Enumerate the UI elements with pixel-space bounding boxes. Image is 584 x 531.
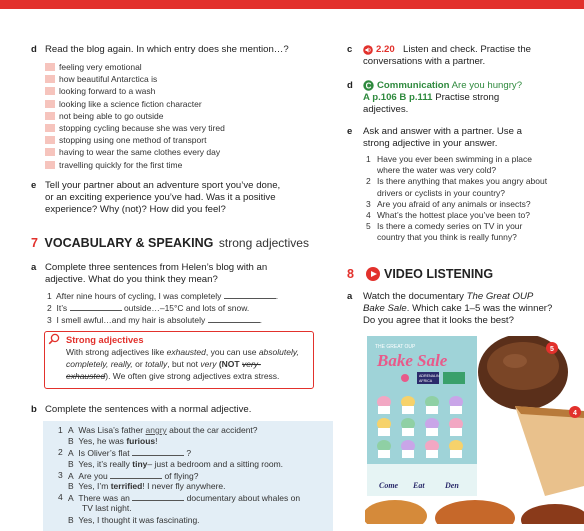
- bake-sale-photo: [365, 336, 584, 524]
- cupcake-base: [378, 406, 390, 414]
- poster-word-1: Come: [379, 481, 399, 490]
- checkbox[interactable]: [45, 63, 55, 71]
- box-text: or: [135, 359, 143, 369]
- cupcake-base: [450, 450, 462, 458]
- dialogue-number: [58, 447, 63, 458]
- checkbox[interactable]: [45, 75, 55, 83]
- exercise-c-label: c: [347, 44, 353, 55]
- poster-word-2: Eat: [413, 481, 425, 490]
- communication-subtitle: Are you hungry?: [451, 80, 523, 91]
- dialogue-line-a: [68, 492, 300, 504]
- cupcake-base: [378, 428, 390, 436]
- box-text: With strong adjectives like: [66, 347, 165, 357]
- box-text: , you can use: [205, 347, 257, 357]
- line-a-text: Was Lisa’s father: [78, 425, 144, 435]
- dialogue-number: 4: [58, 492, 63, 503]
- section-7-heading: [31, 236, 309, 252]
- box-example: totally: [145, 359, 168, 369]
- svg-text:C: C: [365, 81, 372, 91]
- question-number: 3: [366, 198, 371, 209]
- question-line: drivers or cyclists in your country?: [377, 187, 506, 198]
- line-a-end: about the car accident?: [169, 425, 258, 435]
- exercise-7b-label: b: [31, 404, 37, 415]
- exercise-d-question: Read the blog again. In which entry does she mention…?: [45, 44, 289, 55]
- exercise-7a-line-1: Complete three sentences from Helen’s blog with an: [45, 262, 268, 273]
- documentary-title: The Great OUP: [466, 291, 534, 302]
- dialogue-number: 1: [58, 425, 63, 435]
- question-line: Is there a comedy series on TV in your: [377, 221, 523, 232]
- exercise-8a-line-1: [363, 291, 533, 303]
- checklist-item-label: travelling quickly for the first time: [59, 159, 183, 170]
- line-b-text: Yes, I’m: [78, 481, 109, 491]
- sentence-end: .: [259, 315, 263, 325]
- page-reference[interactable]: A p.106 B p.111: [363, 92, 433, 103]
- top-color-bar: [0, 0, 584, 9]
- question-number: 4: [366, 210, 371, 220]
- section-7-subtitle: strong adjectives: [218, 236, 309, 250]
- example-answer: angry: [145, 425, 167, 435]
- question-line: Is there anything that makes you angry about: [377, 176, 548, 187]
- box-not: (NOT: [218, 359, 240, 369]
- question-number: 1: [366, 154, 371, 164]
- exercise-d-label: d: [31, 44, 37, 55]
- speaker-b: B: [68, 481, 74, 491]
- exercise-e-right-line-2: strong adjective in your answer.: [363, 138, 498, 149]
- section-8-title: VIDEO LISTENING: [384, 267, 494, 281]
- dialogue-line-b: [68, 481, 226, 492]
- exercise-c-line-1: Listen and check. Practise the: [403, 44, 531, 55]
- box-example: completely, really,: [66, 359, 133, 369]
- text: Watch the documentary: [363, 291, 464, 302]
- box-example: very: [200, 359, 217, 369]
- box-line-2: [66, 359, 261, 370]
- exercise-8a-line-2: [363, 303, 552, 315]
- exercise-e-line-2: or an exciting experience you’ve had. Was it a positive: [45, 192, 276, 203]
- box-line-3: [66, 371, 279, 382]
- question-line: Have you ever been swimming in a place: [377, 154, 532, 164]
- sentence-2: [47, 302, 249, 314]
- checklist-item-label: looking like a science fiction character: [59, 98, 202, 109]
- speaker-a: A: [68, 493, 74, 504]
- box-example: exhausted: [66, 371, 106, 381]
- poster-word-3: Den: [445, 481, 459, 490]
- communication-icon: [363, 80, 374, 91]
- sentence-number: 1: [47, 291, 52, 301]
- box-example: very-: [241, 359, 261, 369]
- checkbox[interactable]: [45, 136, 55, 144]
- checkbox[interactable]: [45, 161, 55, 169]
- checkbox[interactable]: [45, 112, 55, 120]
- cupcake-base: [426, 428, 438, 436]
- sentence-3: [47, 314, 262, 326]
- exercise-c-line-2: conversations with a partner.: [363, 56, 486, 67]
- sentence-text: After nine hours of cycling, I was completely: [56, 291, 222, 301]
- speaker-b: B: [68, 514, 74, 525]
- poster-small-title: THE GREAT OUP: [375, 344, 416, 350]
- documentary-title: Bake Sale: [363, 303, 407, 314]
- cupcake-base: [450, 428, 462, 436]
- exercise-7a-line-2: adjective. What do you think they mean?: [45, 274, 218, 285]
- play-icon[interactable]: [366, 267, 380, 281]
- answer-blank[interactable]: [132, 447, 184, 456]
- dialogue-line-a: [68, 447, 191, 459]
- bake-sale-poster: [367, 336, 477, 496]
- box-example: absolutely,: [258, 347, 299, 357]
- cupcake-base: [402, 428, 414, 436]
- exercise-d-right-line-3: adjectives.: [363, 104, 409, 115]
- question-line: country that you think is really funny?: [377, 232, 517, 243]
- exercise-d-right-label: d: [347, 80, 353, 91]
- checkbox[interactable]: [45, 124, 55, 132]
- exercise-7b-question: Complete the sentences with a normal adjective.: [45, 404, 252, 415]
- line-a-end: documentary about whales on: [186, 493, 301, 504]
- exercise-e-right-line-1: Ask and answer with a partner. Use a: [363, 126, 522, 137]
- answer-blank[interactable]: [208, 314, 263, 325]
- question-line: where the water was very cold?: [377, 165, 497, 176]
- dialogue-number: [58, 425, 63, 436]
- box-text: , but not: [167, 359, 199, 369]
- line-a-end: of flying?: [164, 470, 199, 481]
- poster-tag-1: ADRENALIN: [419, 374, 440, 378]
- line-b-text: Yes, it’s really: [78, 458, 130, 469]
- dialogue-line-a: [68, 425, 258, 436]
- line-b-text: Yes, I thought it was fascinating.: [78, 514, 200, 525]
- line-a-end: ?: [186, 448, 192, 459]
- strong-adjective: tiny: [132, 458, 148, 469]
- checkbox[interactable]: [45, 100, 55, 108]
- sentence-number: 3: [47, 315, 52, 325]
- exercise-8a-line-3: Do you agree that it looks the best?: [363, 315, 514, 326]
- box-title: Strong adjectives: [66, 335, 144, 345]
- cupcake-base: [402, 406, 414, 414]
- sentence-text: It’s: [56, 303, 68, 313]
- dialogue-line-a: [68, 470, 198, 482]
- line-a-text: Is Oliver’s flat: [78, 448, 130, 459]
- dialogue-line-b: [68, 459, 283, 470]
- line-b-end: !: [155, 436, 158, 447]
- checklist-item-label: how beautiful Antarctica is: [59, 74, 158, 85]
- exercise-8a-label: a: [347, 291, 353, 302]
- question-number: 2: [366, 176, 371, 187]
- cupcake-base: [402, 450, 414, 458]
- cupcake-base: [450, 406, 462, 414]
- dialogue-number: 3: [58, 469, 63, 480]
- checklist-item-label: stopping cycling because she was very tired: [59, 123, 225, 133]
- sentence-text-continued: outside…–15°C and lots of snow.: [123, 303, 250, 313]
- communication-title: Communication: [377, 80, 450, 91]
- sentence-number: 2: [47, 303, 52, 313]
- cupcake-base: [426, 406, 438, 414]
- line-a-text: Are you: [78, 470, 108, 481]
- cake-5-number: 5: [550, 346, 554, 353]
- strong-adjective: terrified: [110, 481, 143, 491]
- checklist-item-label: having to wear the same clothes every day: [59, 147, 221, 158]
- box-text: ). We often give strong adjectives extra stress.: [105, 371, 280, 381]
- answer-blank[interactable]: [70, 302, 122, 311]
- section-8-number: 8: [347, 267, 354, 281]
- dialogue-number: 2: [58, 447, 63, 458]
- cupcake-base: [426, 450, 438, 458]
- sentence-1: [47, 290, 278, 302]
- dialogue-number: [58, 492, 63, 503]
- line-b-end: ! I never fly anywhere.: [142, 481, 226, 491]
- line-b-text: Yes, he was: [78, 436, 124, 447]
- cake-5: [478, 336, 568, 410]
- section-7-number: 7: [31, 236, 38, 250]
- exercise-e-label: e: [31, 180, 37, 191]
- box-example: exhausted: [166, 347, 206, 357]
- checklist-item-label: looking forward to a wash: [59, 86, 156, 97]
- speaker-a: A: [68, 448, 74, 459]
- sentence-text: I smell awful…and my hair is absolutely: [56, 315, 206, 325]
- answer-blank[interactable]: [132, 492, 184, 501]
- communication-line: [377, 80, 522, 92]
- sentence-end: .: [275, 291, 279, 301]
- answer-blank[interactable]: [110, 470, 162, 479]
- dialogue-number: [58, 470, 63, 481]
- box-line-1: [66, 347, 299, 358]
- line-b-end: – just a bedroom and a sitting room.: [147, 458, 284, 469]
- section-7-title: VOCABULARY & SPEAKING: [44, 236, 214, 250]
- speaker-b: B: [68, 458, 74, 469]
- exercise-7a-label: a: [31, 262, 37, 273]
- cake-4-number: 4: [573, 410, 577, 417]
- poster-title: Bake Sale: [377, 351, 448, 370]
- cupcake-base: [378, 450, 390, 458]
- exercise-e-line-1: Tell your partner about an adventure sport you’ve done,: [45, 180, 281, 191]
- reference-text: Practise strong: [435, 92, 500, 103]
- audio-icon[interactable]: [363, 45, 374, 55]
- text: . Which cake 1–5 was the winner?: [406, 303, 553, 314]
- communication-ref: [363, 92, 499, 104]
- checklist-item-label: not being able to go outside: [59, 110, 164, 121]
- speaker-a: A: [68, 425, 74, 435]
- checklist-item-label: feeling very emotional: [59, 62, 142, 72]
- audio-track-number: 2.20: [376, 44, 395, 55]
- speaker-b: B: [68, 436, 74, 447]
- answer-blank[interactable]: [224, 290, 279, 301]
- exercise-e-line-3: experience? Why (not)? How did you feel?: [45, 204, 226, 215]
- poster-tag-2: AFRICA: [419, 379, 433, 383]
- line-a-continued: TV last night.: [82, 503, 132, 514]
- speaker-a: A: [68, 470, 74, 481]
- question-line: What’s the hottest place you’ve been to?: [377, 210, 530, 220]
- section-8-heading: [347, 267, 354, 283]
- line-a-text: There was an: [78, 493, 130, 504]
- magnifier-icon: [48, 333, 60, 345]
- checkbox[interactable]: [45, 148, 55, 156]
- question-number: 5: [366, 221, 371, 232]
- question-line: Are you afraid of any animals or insects?: [377, 198, 531, 209]
- exercise-e-right-label: e: [347, 126, 353, 137]
- checklist-item-label: stopping using one method of transport: [59, 135, 207, 146]
- checkbox[interactable]: [45, 87, 55, 95]
- dialogue-line-a-continued: [82, 503, 132, 514]
- strong-adjective: furious: [126, 436, 156, 447]
- dialogue-line-b: [68, 436, 158, 447]
